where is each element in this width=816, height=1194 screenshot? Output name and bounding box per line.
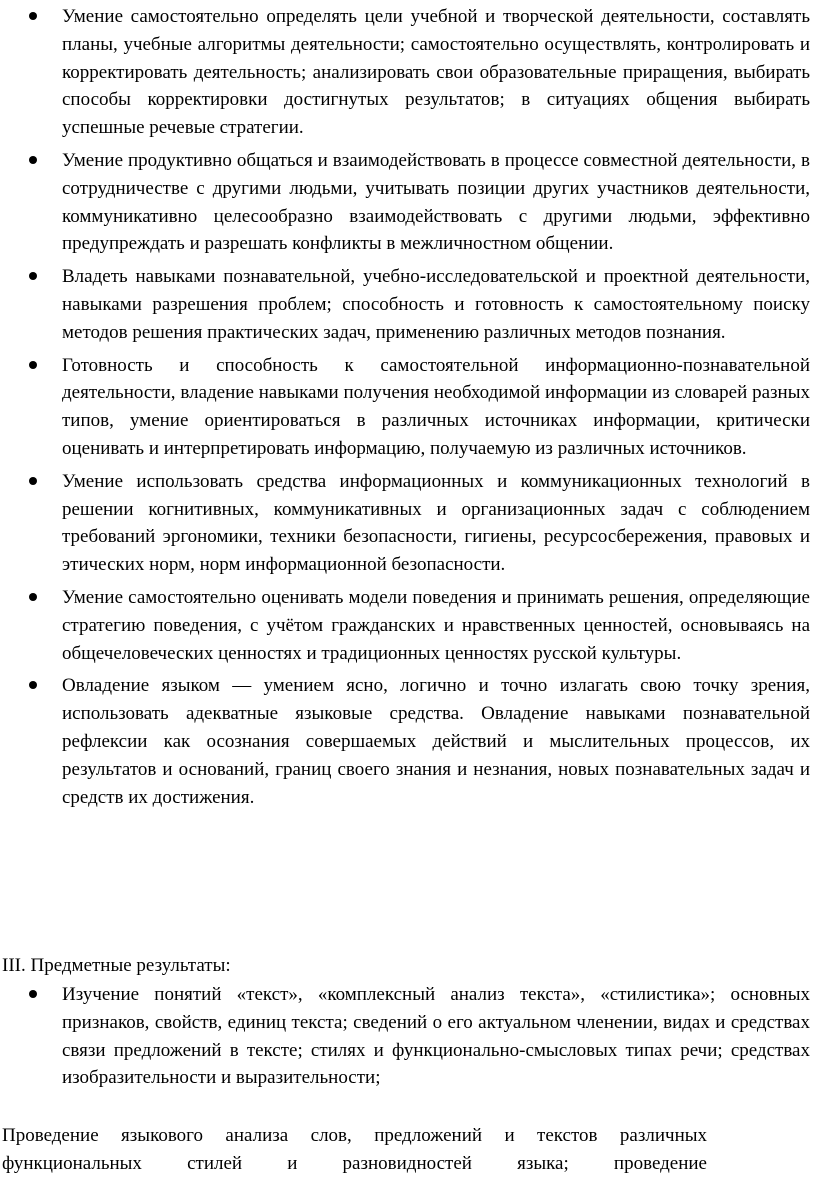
list-item-text: Умение самостоятельно определять цели учебной и творческой деятельности, составлять планы, учебные алгоритмы деятельности; самостоятельно осуществлять, контролировать и корректировать деятельность; анализировать свои образовательные приращения, выбирать способы корректировки достигнутых результатов; в ситуациях общения выбирать успешные речевые стратегии. xyxy=(62,6,810,139)
list-item xyxy=(0,352,816,463)
bullet-icon xyxy=(29,477,37,485)
bullet-icon xyxy=(29,681,37,689)
bullet-icon xyxy=(29,361,37,369)
bullet-icon xyxy=(29,156,37,164)
subject-results-list xyxy=(0,981,816,1092)
list-item xyxy=(0,584,816,667)
list-item-text: Умение продуктивно общаться и взаимодействовать в процессе совместной деятельности, в сотрудничестве с другими людьми, учитывать позиции других участников деятельности, коммуникативно целесообразно взаимодействовать с другими людьми, эффективно предупреждать и разрешать конфликты в межличностном общении. xyxy=(62,149,810,255)
list-item-text: Изучение понятий «текст», «комплексный анализ текста», «стилистика»; основных признаков, свойств, единиц текста; сведений о его актуальном членении, видах и средствах связи предложений в тексте; стилях и функционально-смысловых типах речи; средствах изобразительности и выразительности; xyxy=(62,984,810,1089)
metasubject-results-list xyxy=(0,3,816,811)
list-item-text: Готовность и способность к самостоятельной информационно-познавательной деятельности, владение навыками получения необходимой информации из словарей разных типов, умение ориентироваться в различных источниках информации, критически оценивать и интерпретировать информацию, получаемую из различных источников. xyxy=(62,354,810,459)
bullet-icon xyxy=(29,593,37,601)
list-item xyxy=(0,263,816,346)
body-paragraph: Проведение языкового анализа слов, предложений и текстов различных функциональных стилей и разновидностей языка; проведение xyxy=(2,1125,707,1174)
bullet-icon xyxy=(29,272,37,280)
list-item-text: Владеть навыками познавательной, учебно-исследовательской и проектной деятельности, навыками разрешения проблем; способность и готовность к самостоятельному поиску методов решения практических задач, применению различных методов познания. xyxy=(62,266,810,343)
list-item xyxy=(0,468,816,579)
list-item xyxy=(0,672,816,811)
section-heading: III. Предметные результаты: xyxy=(2,955,231,976)
bullet-icon xyxy=(29,990,37,998)
bullet-icon xyxy=(29,12,37,20)
list-item xyxy=(0,147,816,258)
list-item-text: Умение использовать средства информационных и коммуникационных технологий в решении когнитивных, коммуникативных и организационных задач с соблюдением требований эргономики, техники безопасности, гигиены, ресурсосбережения, правовых и этических норм, норм информационной безопасности. xyxy=(62,470,810,576)
list-item xyxy=(0,3,816,142)
list-item-text: Умение самостоятельно оценивать модели поведения и принимать решения, определяющие стратегию поведения, с учётом гражданских и нравственных ценностей, основываясь на общечеловеческих ценностях и традиционных ценностях русской культуры. xyxy=(62,586,810,664)
list-item-text: Овладение языком — умением ясно, логично и точно излагать свою точку зрения, использовать адекватные языковые средства. Овладение навыками познавательной рефлексии как осознания совершаемых действий и мыслительных процессов, их результатов и оснований, границ своего знания и незнания, новых познавательных задач и средств их достижения. xyxy=(62,675,810,808)
list-item xyxy=(0,981,816,1092)
